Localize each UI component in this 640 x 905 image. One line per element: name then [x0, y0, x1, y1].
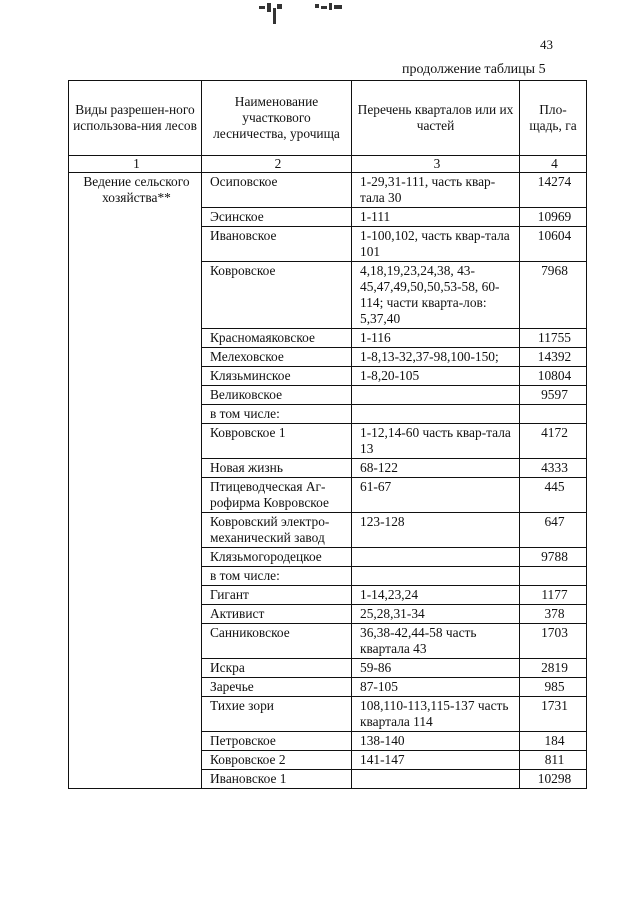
quarters: 1-29,31-111, часть квар-тала 30 [352, 173, 520, 208]
area: 10804 [520, 367, 587, 386]
quarters: 123-128 [352, 513, 520, 548]
area: 985 [520, 678, 587, 697]
column-number: 1 [69, 156, 202, 173]
forestry-name: в том числе: [202, 567, 352, 586]
header-use-type: Виды разрешен-ного использова-ния лесов [69, 81, 202, 156]
forestry-name: Активист [202, 605, 352, 624]
forestry-name: Клязьмогородецкое [202, 548, 352, 567]
forestry-name: Ковровское 2 [202, 751, 352, 770]
area: 647 [520, 513, 587, 548]
forestry-name: Клязьминское [202, 367, 352, 386]
forestry-name: Ковровский электро-механический завод [202, 513, 352, 548]
area: 10604 [520, 227, 587, 262]
area: 184 [520, 732, 587, 751]
forestry-name: Санниковское [202, 624, 352, 659]
forestry-name: Заречье [202, 678, 352, 697]
quarters [352, 770, 520, 789]
forestry-name: Ковровское [202, 262, 352, 329]
area: 445 [520, 478, 587, 513]
quarters: 1-116 [352, 329, 520, 348]
header-area: Пло-щадь, га [520, 81, 587, 156]
area: 4333 [520, 459, 587, 478]
area: 811 [520, 751, 587, 770]
quarters: 4,18,19,23,24,38, 43-45,47,49,50,50,53-58, 60-114; части кварта-лов: 5,37,40 [352, 262, 520, 329]
quarters: 1-100,102, часть квар-тала 101 [352, 227, 520, 262]
column-number: 4 [520, 156, 587, 173]
quarters: 138-140 [352, 732, 520, 751]
quarters: 36,38-42,44-58 часть квартала 43 [352, 624, 520, 659]
area [520, 405, 587, 424]
quarters [352, 548, 520, 567]
forestry-name: Новая жизнь [202, 459, 352, 478]
area: 14392 [520, 348, 587, 367]
quarters: 87-105 [352, 678, 520, 697]
column-number: 3 [352, 156, 520, 173]
forestry-name: Ивановское 1 [202, 770, 352, 789]
quarters: 1-111 [352, 208, 520, 227]
area: 1177 [520, 586, 587, 605]
quarters [352, 567, 520, 586]
area [520, 567, 587, 586]
quarters: 25,28,31-34 [352, 605, 520, 624]
header-quarters-list: Перечень кварталов или их частей [352, 81, 520, 156]
use-type-category: Ведение сельского хозяйства** [69, 173, 202, 789]
quarters [352, 405, 520, 424]
forestry-name: Великовское [202, 386, 352, 405]
quarters: 59-86 [352, 659, 520, 678]
quarters: 61-67 [352, 478, 520, 513]
area: 378 [520, 605, 587, 624]
area: 11755 [520, 329, 587, 348]
forestry-name: Петровское [202, 732, 352, 751]
forestry-name: Птицеводческая Аг-рофирма Ковровское [202, 478, 352, 513]
page-number: 43 [540, 37, 553, 52]
area: 1731 [520, 697, 587, 732]
area: 10969 [520, 208, 587, 227]
area: 14274 [520, 173, 587, 208]
quarters: 1-8,20-105 [352, 367, 520, 386]
table-continuation-label: продолжение таблицы 5 [402, 62, 546, 77]
forestry-name: Искра [202, 659, 352, 678]
forestry-name: Осиповское [202, 173, 352, 208]
forestry-name: Красномаяковское [202, 329, 352, 348]
area: 4172 [520, 424, 587, 459]
area: 2819 [520, 659, 587, 678]
area: 10298 [520, 770, 587, 789]
forest-use-table [68, 80, 587, 789]
area: 1703 [520, 624, 587, 659]
forestry-name: Эсинское [202, 208, 352, 227]
forestry-name: Ковровское 1 [202, 424, 352, 459]
forestry-name: Мелеховское [202, 348, 352, 367]
quarters: 68-122 [352, 459, 520, 478]
column-number-row [69, 156, 587, 173]
forestry-name: Ивановское [202, 227, 352, 262]
area: 9788 [520, 548, 587, 567]
quarters: 1-14,23,24 [352, 586, 520, 605]
quarters [352, 386, 520, 405]
table-row [69, 173, 587, 208]
table-header-row [69, 81, 587, 156]
quarters: 1-8,13-32,37-98,100-150; [352, 348, 520, 367]
forestry-name: в том числе: [202, 405, 352, 424]
forestry-name: Гигант [202, 586, 352, 605]
area: 7968 [520, 262, 587, 329]
quarters: 141-147 [352, 751, 520, 770]
quarters: 1-12,14-60 часть квар-тала 13 [352, 424, 520, 459]
area: 9597 [520, 386, 587, 405]
header-forestry-name: Наименование участкового лесничества, урочища [202, 81, 352, 156]
scan-mark-graphic [255, 0, 365, 30]
forestry-name: Тихие зори [202, 697, 352, 732]
quarters: 108,110-113,115-137 часть квартала 114 [352, 697, 520, 732]
column-number: 2 [202, 156, 352, 173]
